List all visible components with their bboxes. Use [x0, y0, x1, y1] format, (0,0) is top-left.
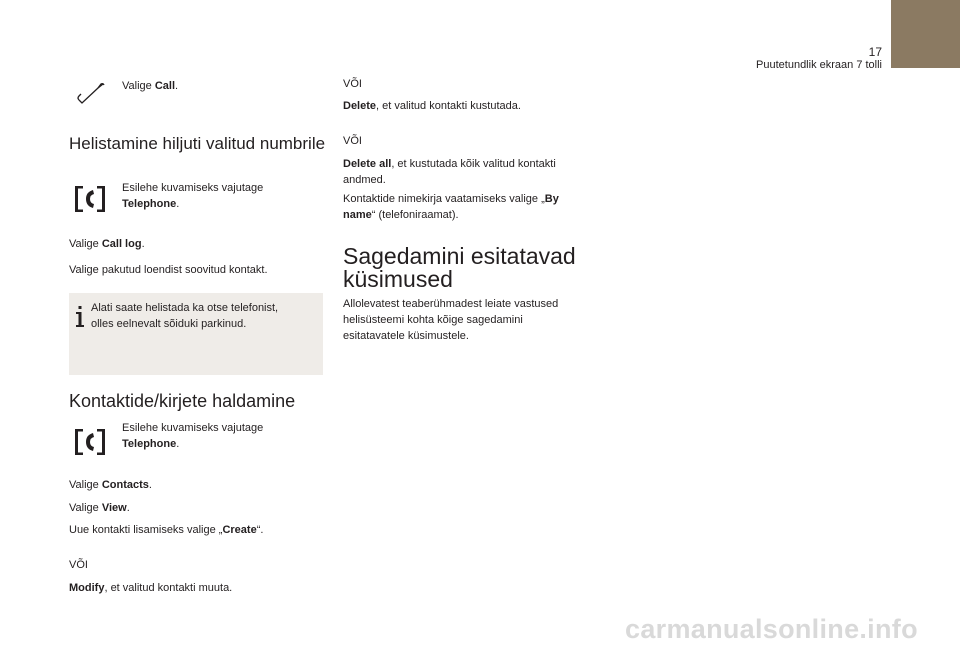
or-text-1: VÕI: [69, 559, 88, 571]
or-text-3: VÕI: [343, 135, 362, 147]
info-icon: [74, 306, 86, 328]
chapter-tab: [891, 0, 960, 68]
select-calllog-text: Valige Call log.: [69, 238, 145, 250]
faq-heading: Sagedamini esitatavad küsimused: [343, 243, 576, 292]
heading-recent-number: Helistamine hiljuti valitud numbrile: [69, 134, 326, 153]
phone-handset-icon: [76, 82, 106, 104]
heading-contacts: Kontaktide/kirjete haldamine: [69, 391, 296, 411]
modify-text: Modify, et valitud kontakti muuta.: [69, 582, 233, 594]
delete-all-text: Delete all, et kustutada kõik valitud kontakti andmed.: [343, 158, 556, 186]
section-title: Puutetundlik ekraan 7 tolli: [756, 59, 882, 71]
delete-text: Delete, et valitud kontakti kustutada.: [343, 100, 521, 112]
select-contacts-text: Valige Contacts.: [69, 479, 152, 491]
create-text: Uue kontakti lisamiseks valige „Create“.: [69, 524, 264, 536]
press-telephone-text-2: Esilehe kuvamiseks vajutage Telephone.: [122, 422, 264, 450]
watermark: carmanualsonline.info: [625, 614, 918, 644]
telephone-button-icon: [74, 426, 106, 458]
select-call-text: Valige Call.: [122, 80, 179, 92]
by-name-text: Kontaktide nimekirja vaatamiseks valige „By name“ (telefoniraamat).: [343, 193, 559, 221]
info-note: [69, 293, 323, 375]
faq-text: Allolevatest teaberühmadest leiate vastused helisüsteemi kohta kõige sagedamini esitatavatele küsimustele.: [343, 298, 559, 342]
select-view-text: Valige View.: [69, 502, 130, 514]
note-text: Alati saate helistada ka otse telefonist, olles eelnevalt sõiduki parkinud.: [91, 302, 279, 330]
select-contact-text: Valige pakutud loendist soovitud kontakt.: [69, 264, 268, 276]
press-telephone-text-1: Esilehe kuvamiseks vajutage Telephone.: [122, 182, 264, 210]
telephone-button-icon: [74, 183, 106, 215]
or-text-2: VÕI: [343, 78, 362, 90]
page-number: 17: [868, 45, 882, 59]
